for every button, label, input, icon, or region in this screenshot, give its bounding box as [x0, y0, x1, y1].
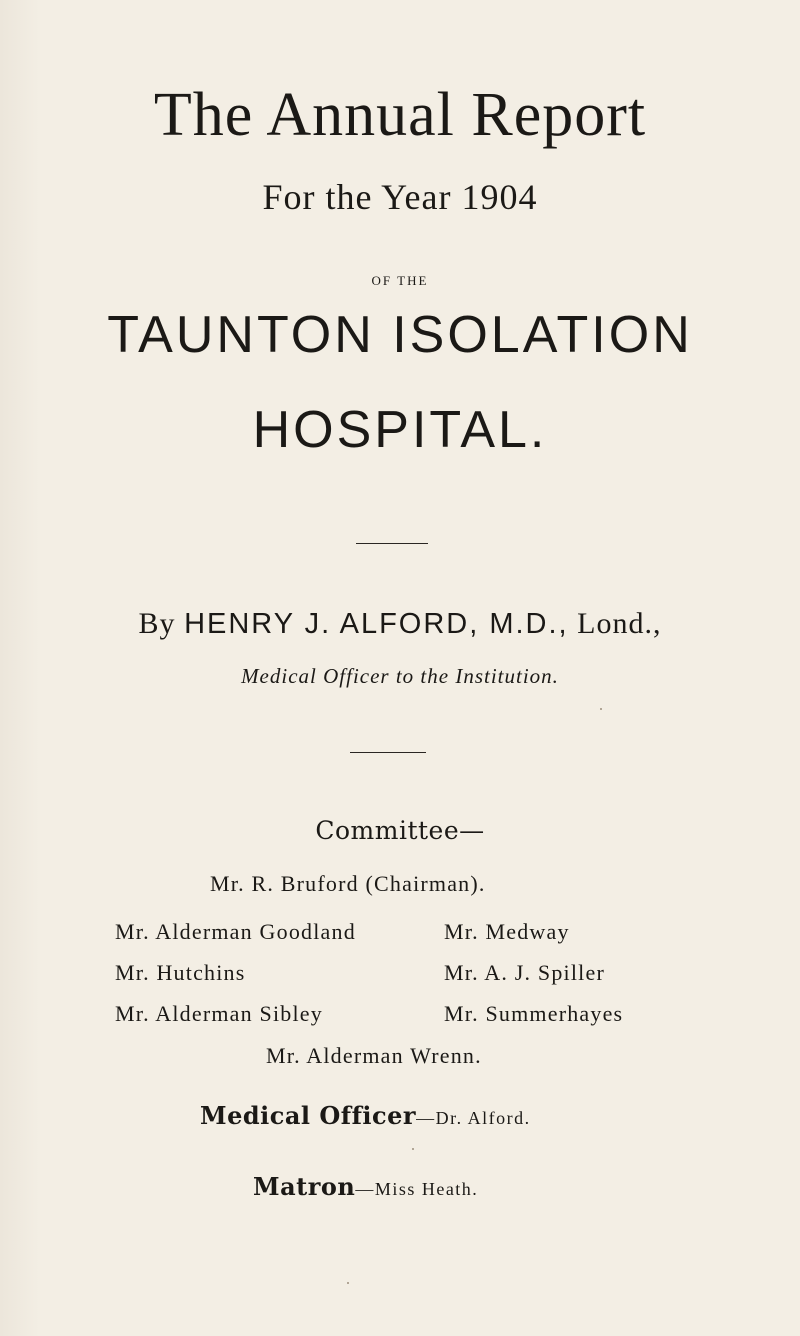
of-the-label: OF THE	[371, 273, 429, 288]
committee-member: Mr. A. J. Spiller	[444, 960, 605, 985]
institution-name-line1: TAUNTON ISOLATION	[107, 306, 693, 364]
committee-member: Mr. Summerhayes	[444, 1001, 624, 1026]
author-byline	[0, 607, 800, 641]
author-role: Medical Officer to the Institution.	[241, 664, 559, 688]
paper-speck	[347, 1282, 349, 1284]
byline-by: By	[138, 607, 176, 640]
author-degree: Lond.,	[577, 607, 662, 640]
medical-officer-line	[200, 1101, 531, 1130]
institution-name-line2: HOSPITAL.	[252, 401, 548, 459]
paper-speck	[600, 708, 602, 710]
medical-officer-name: —Dr. Alford.	[416, 1108, 531, 1128]
matron-line	[253, 1172, 478, 1201]
author-name: HENRY J. ALFORD, M.D.,	[184, 608, 569, 640]
report-year: For the Year 1904	[262, 177, 538, 217]
committee-member: Mr. Alderman Goodland	[115, 919, 356, 944]
committee-member: Mr. Alderman Sibley	[115, 1001, 323, 1026]
committee-member: Mr. Hutchins	[115, 960, 246, 985]
matron-name: —Miss Heath.	[355, 1179, 479, 1199]
paper-speck	[412, 1148, 414, 1150]
committee-chairman: Mr. R. Bruford (Chairman).	[210, 871, 486, 896]
committee-heading: Committee—	[315, 816, 485, 845]
committee-member-last: Mr. Alderman Wrenn.	[266, 1043, 482, 1068]
report-title: The Annual Report	[153, 81, 647, 149]
matron-label: Matron	[253, 1172, 356, 1201]
committee-member: Mr. Medway	[444, 919, 570, 944]
divider-rule	[356, 543, 428, 544]
divider-rule	[350, 752, 426, 753]
medical-officer-label: Medical Officer	[200, 1101, 417, 1130]
